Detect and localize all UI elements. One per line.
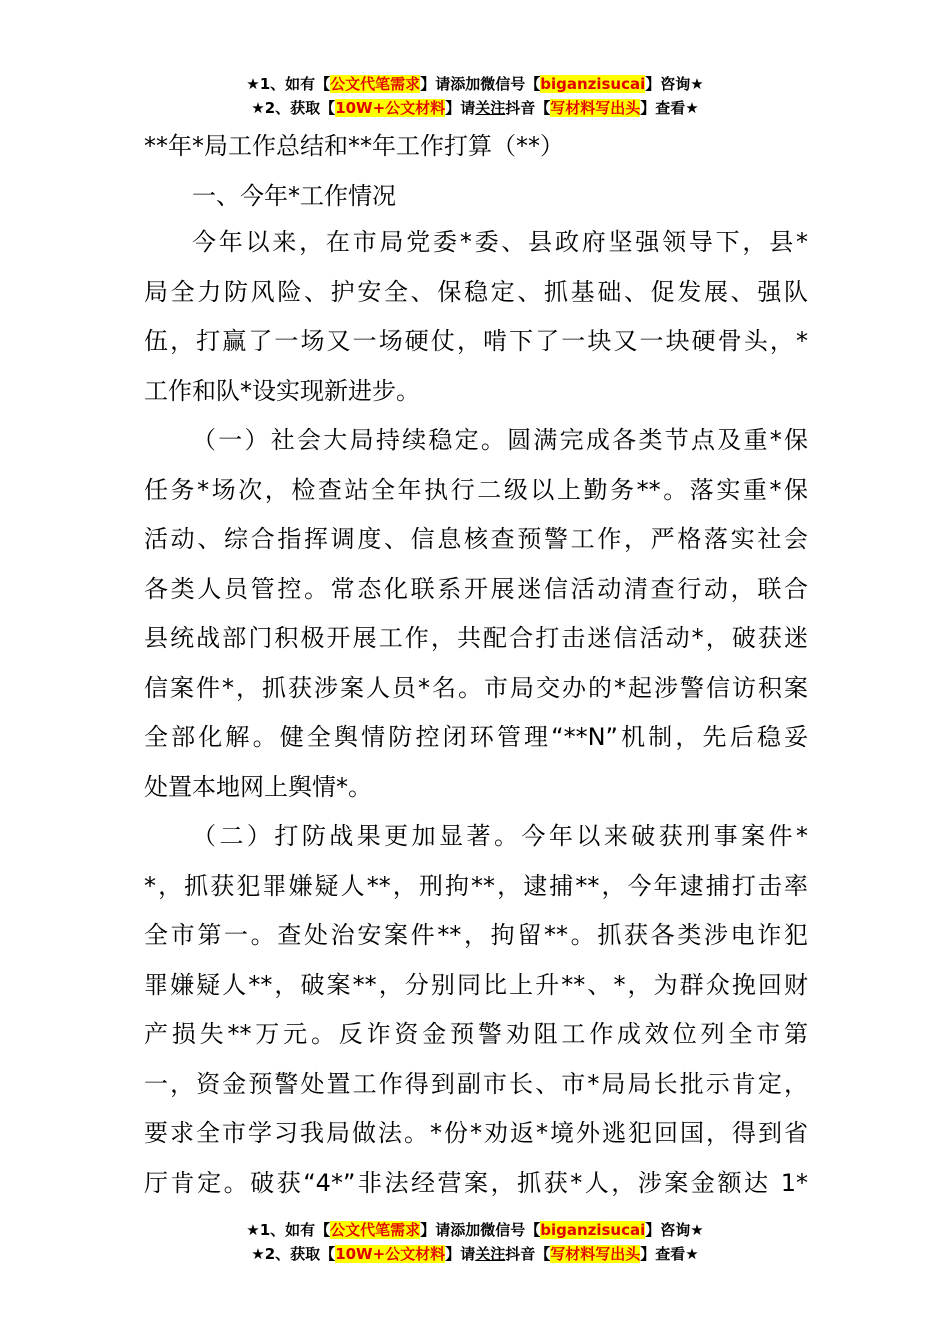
paragraph-line: 全市第一。查处治安案件**，拘留**。抓获各类涉电诈犯 (144, 921, 808, 949)
highlight-service: 公文代笔需求 (330, 75, 421, 93)
paragraph-line: 全部化解。健全舆情防控闭环管理“**N”机制，先后稳妥 (144, 723, 808, 751)
paragraph-line: （二）打防战果更加显著。今年以来破获刑事案件* (192, 822, 808, 850)
document-title: **年*局工作总结和**年工作打算（**） (144, 132, 564, 160)
highlight-materials: 10W+公文材料 (335, 99, 446, 117)
paragraph-line: 一，资金预警处置工作得到副市长、市*局局长批示肯定， (144, 1069, 808, 1098)
paragraph-line: 罪嫌疑人**，破案**，分别同比上升**、*，为群众挽回财 (144, 970, 808, 999)
paragraph-line: 产损失**万元。反诈资金预警劝阻工作成效位列全市第 (144, 1020, 808, 1048)
highlight-wechat-id: biganzisucai (540, 75, 646, 93)
highlight-materials: 10W+公文材料 (335, 1245, 446, 1263)
highlight-douyin-account: 写材料写出头 (550, 1245, 641, 1263)
promo-line-1: ★1、如有【公文代笔需求】请添加微信号【biganzisucai】咨询★ (246, 75, 704, 93)
highlight-service: 公文代笔需求 (330, 1221, 421, 1239)
paragraph-line: 处置本地网上舆情*。 (144, 772, 372, 801)
document-body (144, 124, 808, 1208)
subsection-2-paragraph (144, 812, 808, 1208)
subsection-1-paragraph (144, 416, 808, 812)
paragraph-line: 县统战部门积极开展工作，共配合打击迷信活动*，破获迷 (144, 624, 808, 652)
paragraph-line: 厅肯定。破获“4*”非法经营案，抓获*人，涉案金额达 1* (144, 1168, 808, 1197)
underline-follow: 关注 (475, 1245, 506, 1263)
paragraph-line: 要求全市学习我局做法。*份*劝返*境外逃犯回国，得到省 (144, 1119, 808, 1147)
promo-banner-top (0, 72, 950, 120)
promo-line-1: ★1、如有【公文代笔需求】请添加微信号【biganzisucai】咨询★ (246, 1221, 704, 1239)
paragraph-line: 今年以来，在市局党委*委、县政府坚强领导下，县* (192, 228, 808, 256)
paragraph-line: 各类人员管控。常态化联系开展迷信活动清查行动，联合 (144, 574, 808, 603)
promo-line-2: ★2、获取【10W+公文材料】请关注抖音【写材料写出头】查看★ (251, 99, 699, 117)
underline-follow: 关注 (475, 99, 506, 117)
paragraph-line: 局全力防风险、护安全、保稳定、抓基础、促发展、强队 (144, 277, 808, 306)
paragraph-line: 伍，打赢了一场又一场硬仗，啃下了一块又一块硬骨头，* (144, 327, 808, 355)
paragraph-line: （一）社会大局持续稳定。圆满完成各类节点及重*保 (192, 426, 808, 454)
highlight-wechat-id: biganzisucai (540, 1221, 646, 1239)
paragraph-line: 活动、综合指挥调度、信息核查预警工作，严格落实社会 (144, 525, 808, 553)
section-heading: 一、今年*工作情况 (192, 182, 396, 210)
paragraph-line: *，抓获犯罪嫌疑人**，刑拘**，逮捕**，今年逮捕打击率 (144, 871, 808, 900)
paragraph-line: 信案件*，抓获涉案人员*名。市局交办的*起涉警信访积案 (144, 673, 808, 702)
paragraph-line: 工作和队*设实现新进步。 (144, 376, 420, 405)
paragraph-line: 任务*场次，检查站全年执行二级以上勤务**。落实重*保 (144, 475, 808, 504)
highlight-douyin-account: 写材料写出头 (550, 99, 641, 117)
promo-line-2: ★2、获取【10W+公文材料】请关注抖音【写材料写出头】查看★ (251, 1245, 699, 1263)
promo-banner-bottom (0, 1218, 950, 1266)
intro-paragraph (144, 218, 808, 416)
